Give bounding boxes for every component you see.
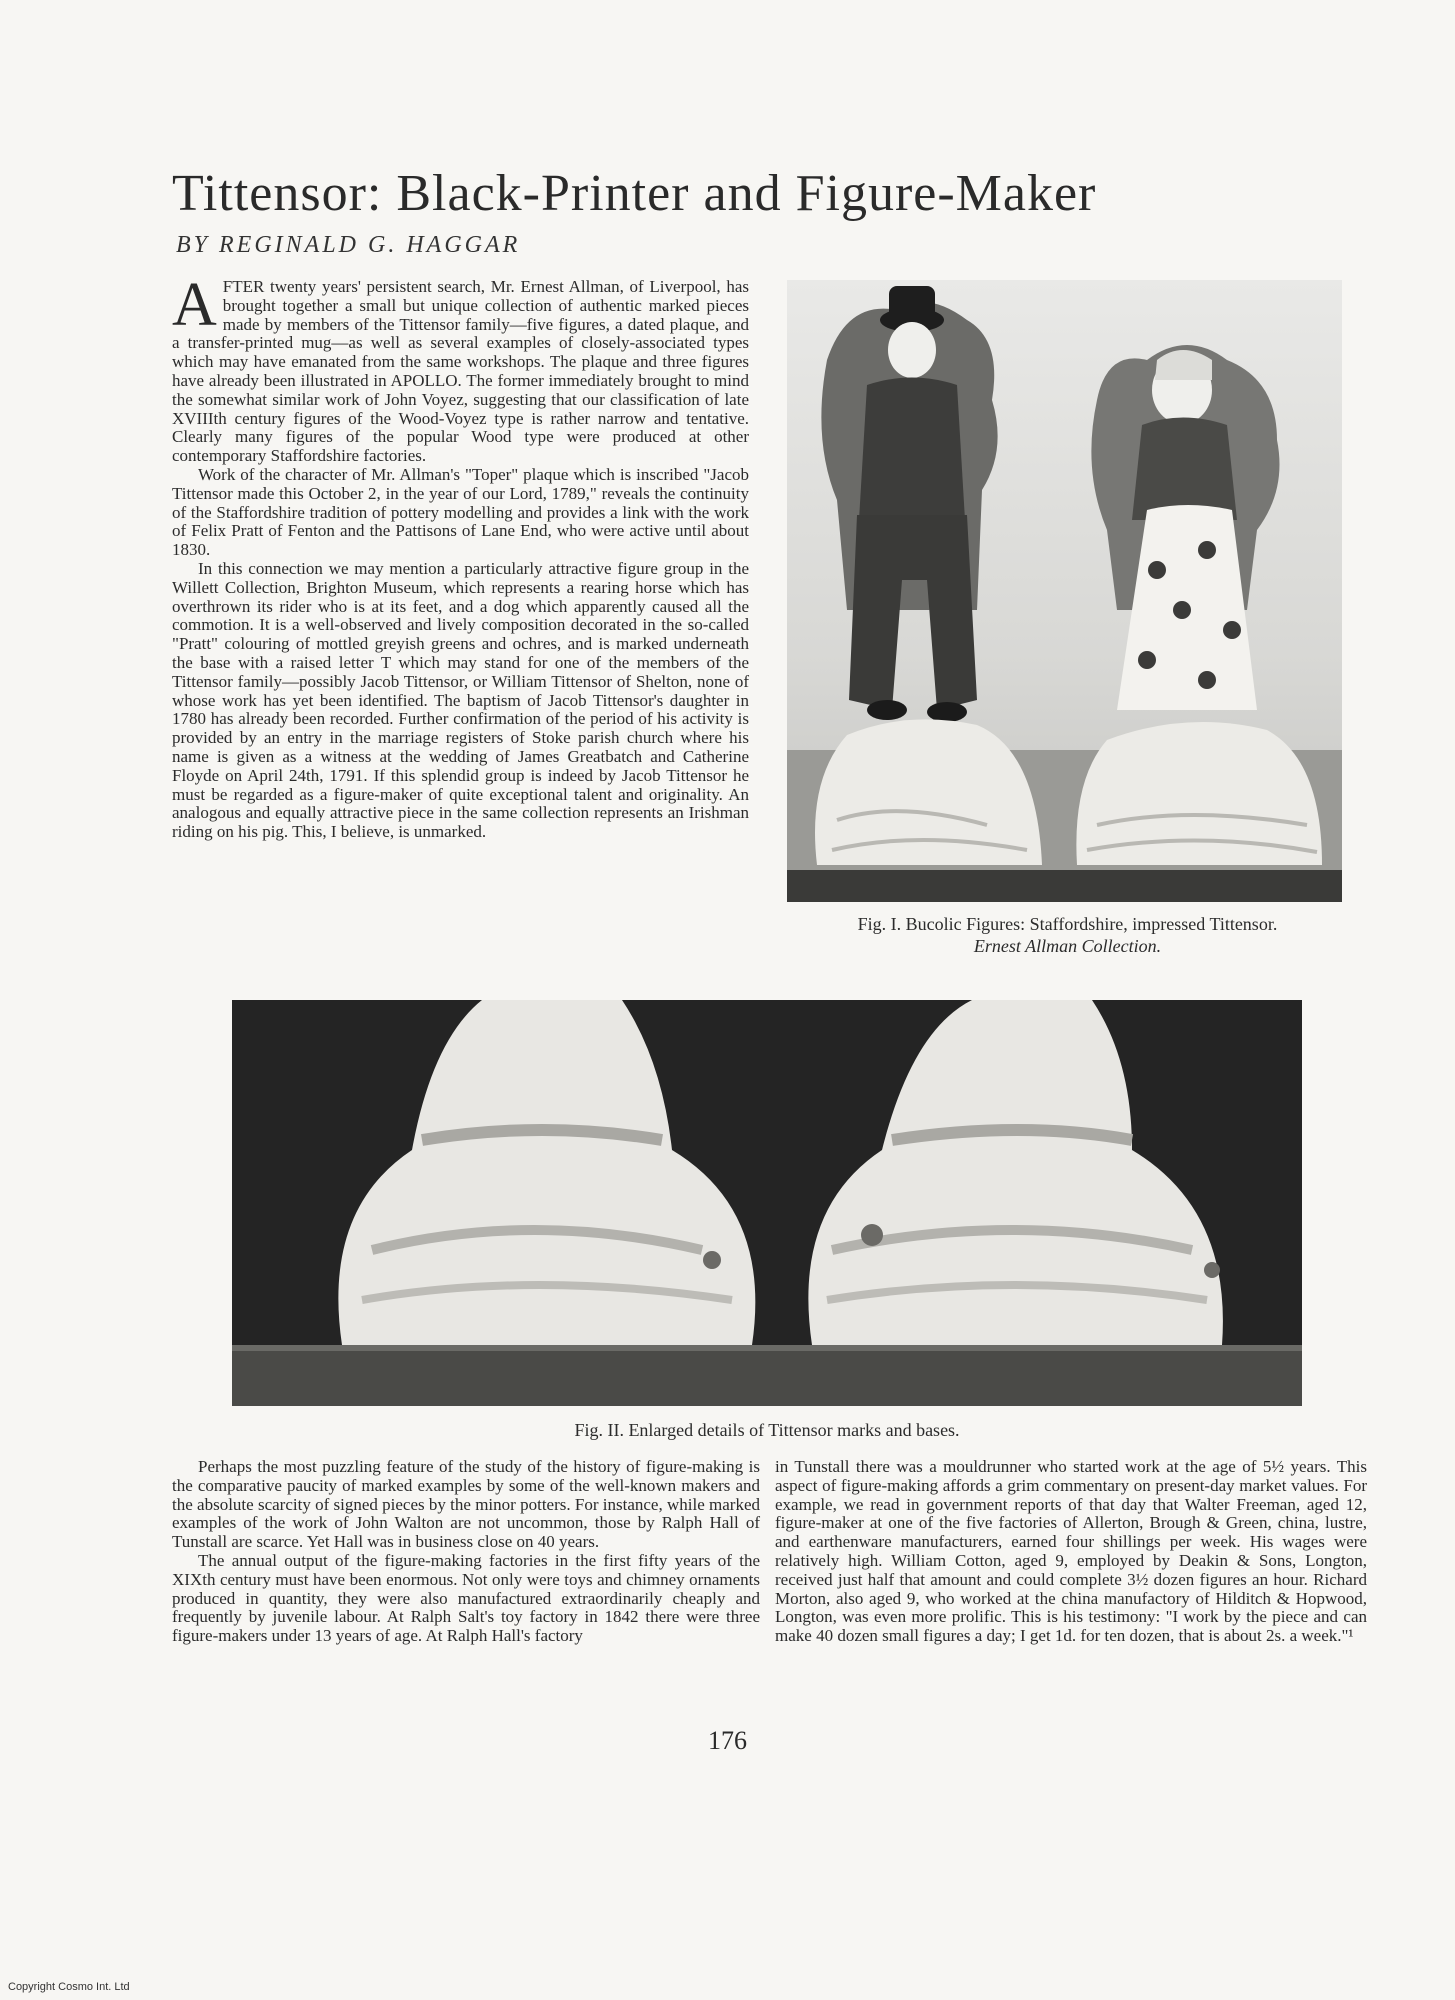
figure-2-caption: Fig. II. Enlarged details of Tittensor marks and bases. xyxy=(574,1420,960,1440)
intro-paragraph-3: In this connection we may mention a particularly attractive figure group in the Willett Collection, Brighton Museum, which represents a rearing horse which has overthrown its rider who is at its feet, and a dog which apparently caused all the commotion. It is a well-observed and lively composition decorated in the so-called "Pratt" colouring of mottled greyish greens and ochres, and is marked underneath the base with a raised letter T which may stand for one of the members of the Tittensor family—possibly Jacob Tittensor, or William Tittensor of Shelton, none of whose work has yet been identified. The baptism of Jacob Tittensor's daughter in 1780 has already been recorded. Further confirmation of the period of his activity is provided by an entry in the marriage registers of Stoke parish church where his name is given as a witness at the wedding of James Greatbatch and Catherine Floyde on April 24th, 1791. If this splendid group is indeed by Jacob Tittensor he must be regarded as a figure-maker of quite exceptional talent and originality. An analogous and equally attractive piece in the same collection represents an Irishman riding on his pig. This, I believe, is unmarked. xyxy=(172,558,749,842)
page-number: 176 xyxy=(708,1726,747,1755)
intro-paragraph-1 xyxy=(172,271,749,466)
figure-2-photo xyxy=(232,1000,1302,1406)
intro-paragraph-1-text: FTER twenty years' persistent search, Mr. Ernest Allman, of Liverpool, has brought together a small but unique collection of authentic marked pieces made by members of the Tittensor family—five figures, a dated plaque, and a transfer-printed mug—as well as several examples of closely-associated types which may have emanated from the same workshops. The plaque and three figures have already been illustrated in APOLLO. The former immediately brought to mind the somewhat similar work of John Voyez, suggesting that our classification of late XVIIIth century figures of the Wood-Voyez type is rather narrow and tentative. Clearly many figures of the popular Wood type were produced at other contemporary Staffordshire factories. xyxy=(172,277,749,466)
bucolic-figures-image xyxy=(787,280,1342,902)
bottom-right-column xyxy=(775,1458,1367,1646)
figure-1-caption-text: Fig. I. Bucolic Figures: Staffordshire, impressed Tittensor. xyxy=(857,914,1278,934)
drop-cap: A xyxy=(172,271,217,339)
bottom-left-column xyxy=(172,1458,760,1646)
copyright-notice: Copyright Cosmo Int. Ltd xyxy=(8,1981,130,1993)
bottom-right-paragraph: in Tunstall there was a mouldrunner who started work at the age of 5½ years. This aspect of figure-making affords a grim commentary on present-day market values. For example, we read in government reports of that day that Walter Freeman, aged 12, figure-maker at one of the five factories of Allerton, Brough & Green, china, lustre, and earthenware manufacturers, earned four shillings per week. His wages were relatively high. William Cotton, aged 9, employed by Deakin & Sons, Longton, received just half that amount and could complete 3½ dozen figures an hour. Richard Morton, also aged 9, who worked at the china manufactory of Hilditch & Hopwood, Longton, was even more prolific. This is his testimony: "I work by the piece and can make 40 dozen small figures a day; I get 1d. for ten dozen, that is about 2s. a week."¹ xyxy=(775,1457,1367,1646)
figure-1-caption xyxy=(790,913,1345,957)
bottom-left-paragraph-1: Perhaps the most puzzling feature of the study of the history of figure-making is the comparative paucity of marked examples by some of the well-known makers and the absolute scarcity of signed pieces by the minor potters. For instance, while marked examples of the work of John Walton are not uncommon, those by Ralph Hall of Tunstall are scarce. Yet Hall was in business close on 40 years. xyxy=(172,1457,760,1552)
figure-1-credit: Ernest Allman Collection. xyxy=(973,936,1162,956)
article-title: Tittensor: Black-Printer and Figure-Maker xyxy=(172,165,1097,222)
tittensor-bases-image xyxy=(232,1000,1302,1406)
byline: BY REGINALD G. HAGGAR xyxy=(176,232,521,258)
bottom-left-paragraph-2: The annual output of the figure-making factories in the first fifty years of the XIXth century must have been enormous. Not only were toys and chimney ornaments produced in quantity, they were also manufactured extraordinarily cheaply and frequently by juvenile labour. At Ralph Salt's toy factory in 1842 there were three figure-makers under 13 years of age. At Ralph Hall's factory xyxy=(172,1550,760,1646)
figure-1-photo xyxy=(787,280,1342,902)
intro-column xyxy=(172,271,749,842)
intro-paragraph-2: Work of the character of Mr. Allman's "Toper" plaque which is inscribed "Jacob Tittensor made this October 2, in the year of our Lord, 1789," reveals the continuity of the Staffordshire tradition of pottery modelling and provides a link with the work of Felix Pratt of Fenton and the Pattisons of Lane End, who were active until about 1830. xyxy=(172,464,749,560)
